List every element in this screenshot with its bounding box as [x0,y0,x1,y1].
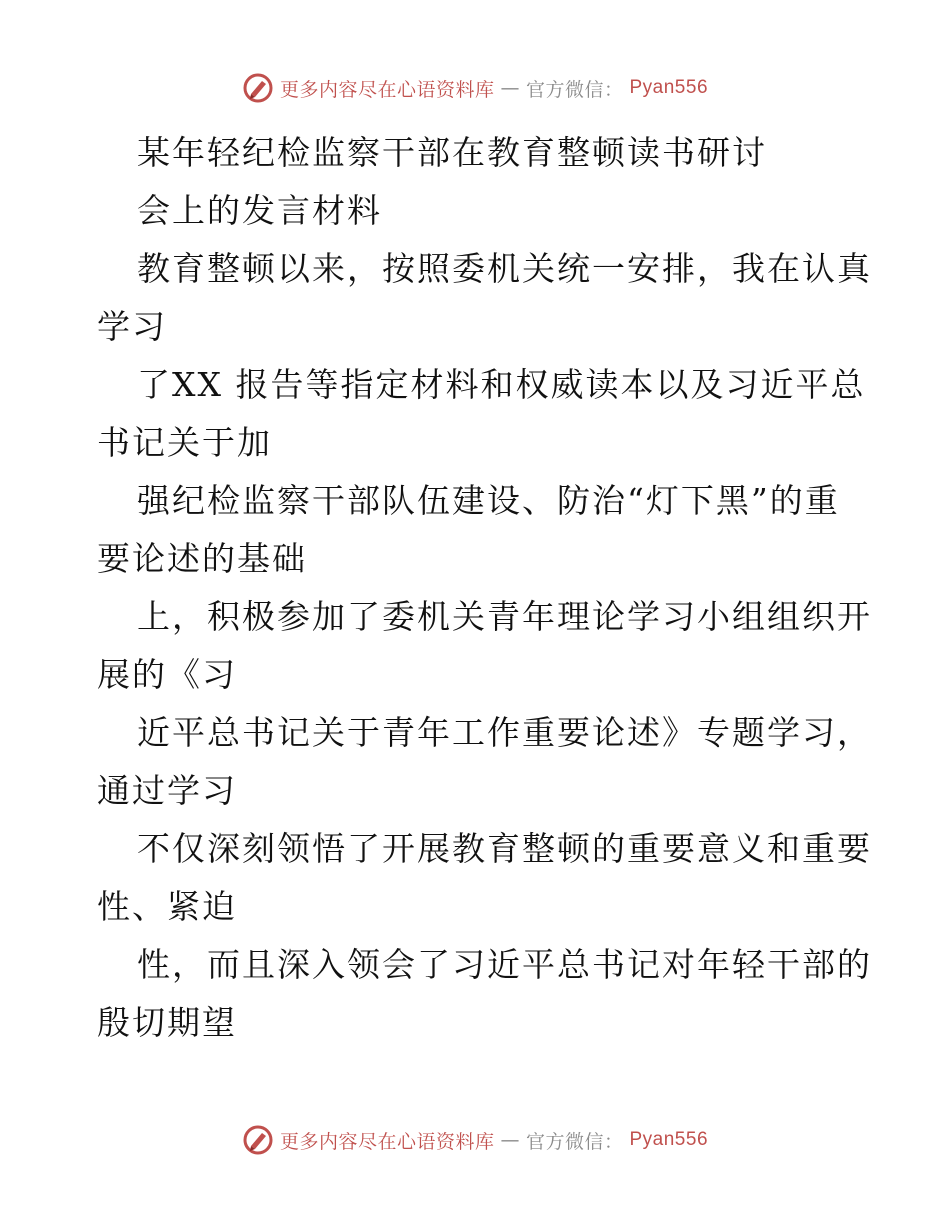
footer-brand-text: 更多内容尽在心语资料库 [279,1130,495,1153]
document-body [97,124,872,1052]
document-line: 了XX 报告等指定材料和权威读本以及习近平总 [137,365,866,404]
footer-separator: — [500,1129,520,1151]
document-line: 性、紧迫 [97,887,237,926]
document-line: 通过学习 [97,771,237,810]
document-line: 殷切期望 [97,1003,237,1042]
document-line: 性，而且深入领会了习近平总书记对年轻干部的 [137,945,872,984]
header-wechat-label: 官方微信： [525,78,624,101]
document-line: 会上的发言材料 [137,191,382,230]
document-line: 要论述的基础 [97,539,307,578]
header-brand-text: 更多内容尽在心语资料库 [279,78,495,101]
document-line: 学习 [97,307,167,346]
footer-wechat-id: Pyan556 [629,1129,709,1150]
document-line: 不仅深刻领悟了开展教育整顿的重要意义和重要 [137,829,872,868]
header-wechat-id: Pyan556 [629,77,709,98]
document-pen-logo-icon [242,1124,274,1156]
header-banner [0,72,950,104]
document-line: 近平总书记关于青年工作重要论述》专题学习， [137,713,872,752]
footer-wechat-label: 官方微信： [525,1130,624,1153]
header-separator: — [500,77,520,99]
footer-banner [0,1124,950,1156]
document-line: 某年轻纪检监察干部在教育整顿读书研讨 [137,133,767,172]
document-line: 书记关于加 [97,423,272,462]
document-line: 教育整顿以来，按照委机关统一安排，我在认真 [137,249,872,288]
document-pen-logo-icon [242,72,274,104]
document-line: 上，积极参加了委机关青年理论学习小组组织开 [137,597,872,636]
document-line: 强纪检监察干部队伍建设、防治“灯下黑”的重 [137,481,840,520]
document-line: 展的《习 [97,655,237,694]
